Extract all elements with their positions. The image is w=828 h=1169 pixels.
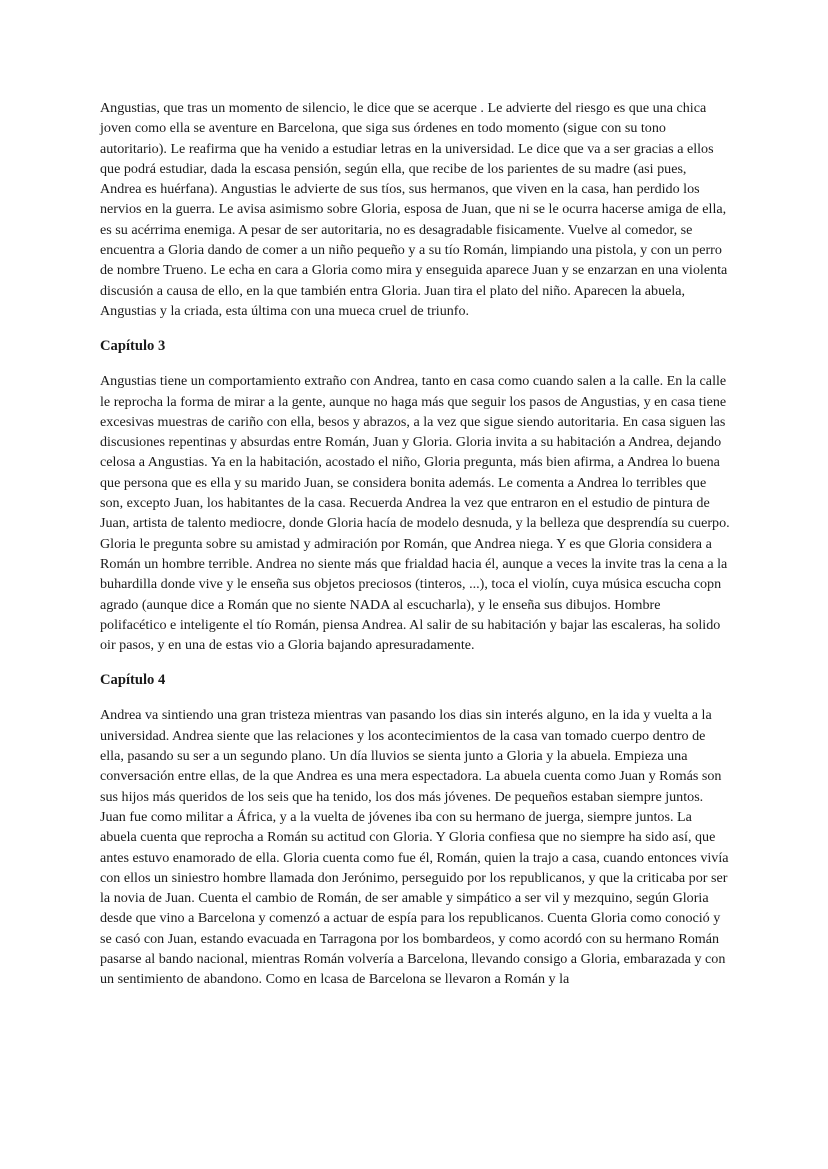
heading-capitulo-3: Capítulo 3 [100, 338, 166, 355]
paragraph-intro: Angustias, que tras un momento de silencio, le dice que se acerque . Le advierte del riesgo es que una chica joven como ella se aventure en Barcelona, que siga sus órdenes en todo momento (sigue con su tono autoritario). Le reafirma que ha venido a estudiar letras en la universidad. Le dice que va a ser gracias a ellos que podrá estudiar, dada la escasa pensión, según ella, que recibe de los parientes de su madre (asi pues, Andrea es huérfana). Angustias le advierte de sus tíos, sus hermanos, que viven en la casa, han perdido los nervios en la guerra. Le avisa asimismo sobre Gloria, esposa de Juan, que ni se le ocurra hacerse amiga de ella, es su acérrima enemiga. A pesar de ser autoritaria, no es desagradable fisicamente. Vuelve al comedor, se encuentra a Gloria dando de comer a un niño pequeño y a su tío Román, limpiando una pistola, y con un perro de nombre Trueno. Le echa en cara a Gloria como mira y enseguida aparece Juan y se enzarzan en una violenta discusión a causa de ello, en la que también entra Gloria. Juan tira el plato del niño. Aparecen la abuela, Angustias y la criada, esta última con una mueca cruel de triunfo. [100, 100, 728, 319]
heading-capitulo-4: Capítulo 4 [100, 672, 166, 689]
paragraph-capitulo-3: Angustias tiene un comportamiento extraño con Andrea, tanto en casa como cuando salen a la calle. En la calle le reprocha la forma de mirar a la gente, aunque no haga más que seguir los pasos de Angustias, y en casa tiene excesivas muestras de cariño con ella, besos y abrazos, a la vez que sigue siendo autoritaria. En casa siguen las discusiones repentinas y absurdas entre Román, Juan y Gloria. Gloria invita a su habitación a Andrea, dejando celosa a Angustias. Ya en la habitación, acostado el niño, Gloria pregunta, más bien afirma, a Andrea lo buena que persona que es ella y su marido Juan, se considera bonita además. Le comenta a Andrea lo terribles que son, excepto Juan, los habitantes de la casa. Recuerda Andrea la vez que entraron en el estudio de pintura de Juan, artista de talento mediocre, donde Gloria hacía de modelo desnuda, y la belleza que desprendía su cuerpo. Gloria le pregunta sobre su amistad y admiración por Román, que Andrea niega. Y es que Gloria considera a Román un hombre terrible. Andrea no siente más que frialdad hacia él, aunque a veces la invite tras la cena a la buhardilla donde vive y le enseña sus objetos preciosos (tinteros, ...), toca el violín, cuya música escucha copn agrado (aunque dice a Román que no siente NADA al escucharla), y le enseña sus dibujos. Hombre polifacético e inteligente el tío Román, piensa Andrea. Al salir de su habitación y bajar las escaleras, ha solido oir pasos, y en una de estas vio a Gloria bajando apresuradamente. [100, 373, 730, 654]
document-page [100, 98, 730, 990]
paragraph-capitulo-4: Andrea va sintiendo una gran tristeza mientras van pasando los dias sin interés alguno, en la ida y vuelta a la universidad. Andrea siente que las relaciones y los acontecimientos de la casa van tomado cuerpo dentro de ella, pasando su ser a un segundo plano. Un día lluvios se sienta junto a Gloria y la abuela. Empieza una conversación entre ellas, de la que Andrea es una mera espectadora. La abuela cuenta como Juan y Romás son sus hijos más queridos de los seis que ha tenido, los dos más jóvenes. De pequeños estaban siempre juntos. Juan fue como militar a África, y a la vuelta de jóvenes iba con su hermano de juerga, siempre juntos. La abuela cuenta que reprocha a Román su actitud con Gloria. Y Gloria confiesa que no siempre ha sido así, que antes estuvo enamorado de ella. Gloria cuenta como fue él, Román, quien la trajo a casa, cuando entonces vivía con ellos un siniestro hombre llamada don Jerónimo, perseguido por los republicanos, y que la criticaba por ser la novia de Juan. Cuenta el cambio de Román, de ser amable y simpático a ser vil y mezquino, según Gloria desde que vino a Barcelona y comenzó a actuar de espía para los republicanos. Cuenta Gloria como conoció y se casó con Juan, estando evacuada en Tarragona por los bombardeos, y como acordó con su hermano Román pasarse al bando nacional, mientras Román volvería a Barcelona, llevando consigo a Gloria, embarazada y con un sentimiento de abandono. Como en lcasa de Barcelona se llevaron a Román y la [100, 707, 729, 988]
